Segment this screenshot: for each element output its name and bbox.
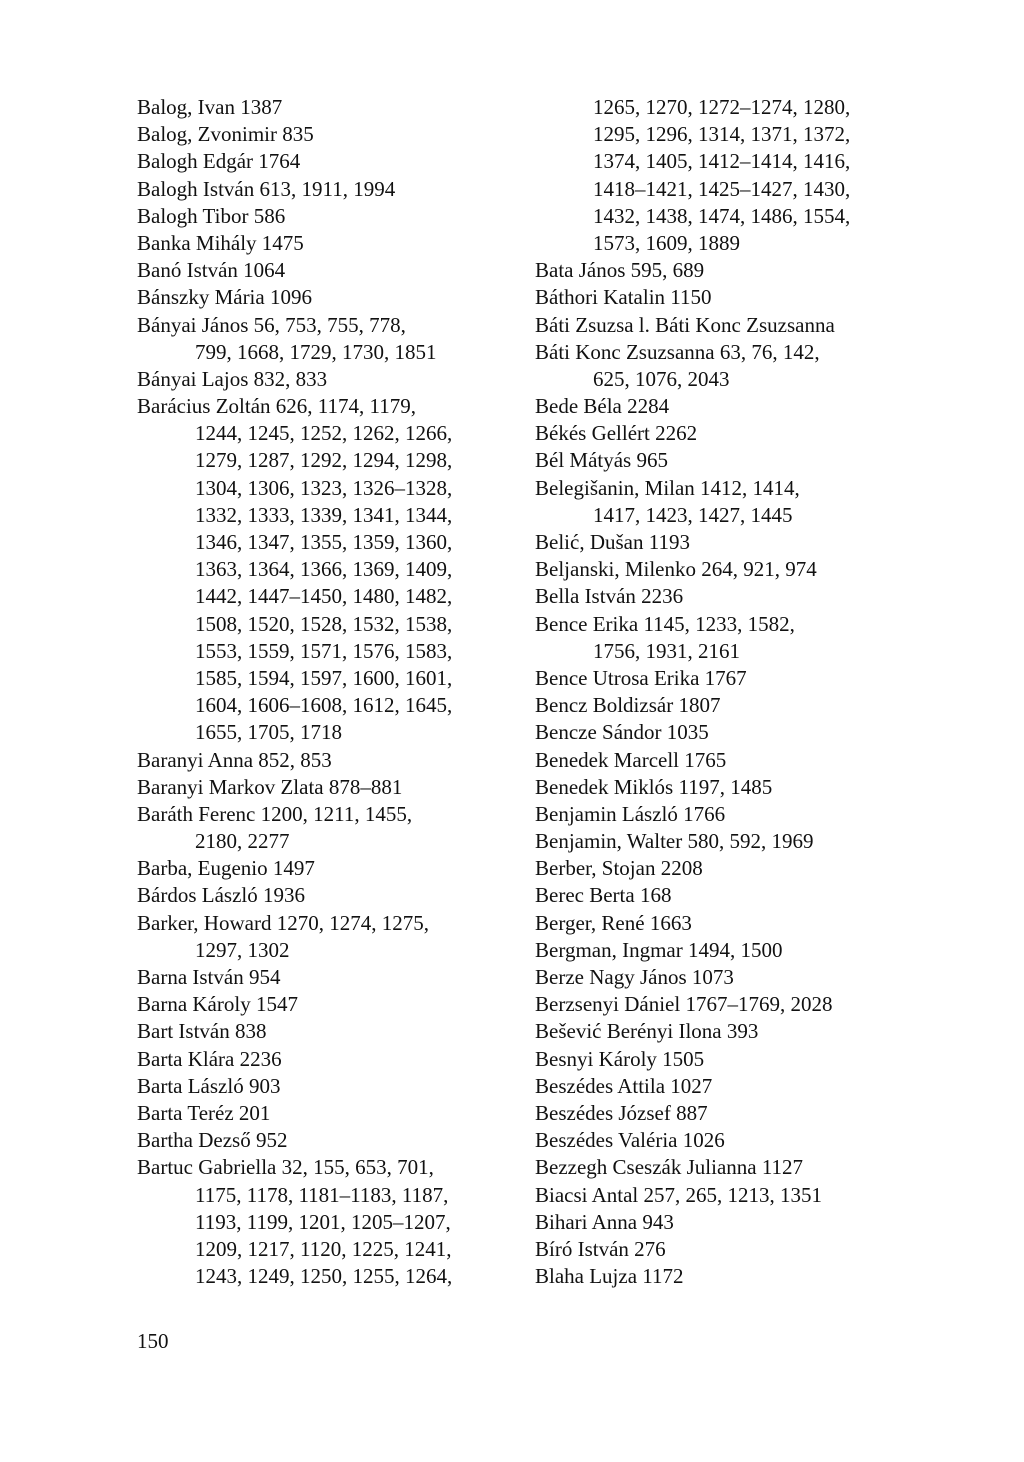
index-entry: Blaha Lujza 1172 — [535, 1264, 684, 1289]
index-entry: Barácius Zoltán 626, 1174, 1179, — [137, 394, 416, 419]
index-entry-continuation: 1417, 1423, 1427, 1445 — [593, 502, 793, 527]
index-entry: Bence Erika 1145, 1233, 1582, — [535, 611, 795, 636]
index-entry-continuation: 1655, 1705, 1718 — [195, 720, 342, 745]
index-entry: Barba, Eugenio 1497 — [137, 856, 315, 881]
index-entry: Bede Béla 2284 — [535, 394, 670, 419]
index-entry: Barker, Howard 1270, 1274, 1275, — [137, 910, 429, 935]
index-entry: Beljanski, Milenko 264, 921, 974 — [535, 557, 817, 582]
page-number: 150 — [137, 1329, 169, 1353]
index-entry: Berber, Stojan 2208 — [535, 856, 703, 881]
index-entry: Belić, Dušan 1193 — [535, 530, 690, 554]
index-entry-continuation: 799, 1668, 1729, 1730, 1851 — [195, 339, 437, 364]
index-entry-continuation: 625, 1076, 2043 — [593, 366, 730, 391]
index-entry: Baranyi Markov Zlata 878–881 — [137, 774, 403, 799]
index-entry: Barta Klára 2236 — [137, 1046, 282, 1071]
index-entry: Bárdos László 1936 — [137, 883, 305, 908]
index-entry: Barna István 954 — [137, 965, 281, 989]
index-column-right — [535, 94, 915, 1290]
index-entry-continuation: 1756, 1931, 2161 — [593, 638, 740, 663]
index-entry: Beszédes József 887 — [535, 1100, 708, 1125]
index-entry-continuation: 1573, 1609, 1889 — [593, 230, 740, 255]
index-entry-continuation: 1432, 1438, 1474, 1486, 1554, — [593, 203, 851, 228]
index-entry-continuation: 1304, 1306, 1323, 1326–1328, — [195, 475, 453, 500]
index-entry: Benjamin, Walter 580, 592, 1969 — [535, 829, 814, 854]
index-entry-continuation: 1363, 1364, 1366, 1369, 1409, — [195, 557, 453, 582]
index-entry: Báti Konc Zsuzsanna 63, 76, 142, — [535, 339, 820, 364]
index-entry: Berze Nagy János 1073 — [535, 965, 734, 989]
index-entry: Báti Zsuzsa l. Báti Konc Zsuzsanna — [535, 312, 835, 337]
index-entry: Bata János 595, 689 — [535, 258, 705, 283]
index-entry: Bél Mátyás 965 — [535, 448, 668, 473]
index-entry: Bezzegh Cseszák Julianna 1127 — [535, 1155, 804, 1180]
index-entry: Biacsi Antal 257, 265, 1213, 1351 — [535, 1182, 822, 1207]
index-entry: Belegišanin, Milan 1412, 1414, — [535, 475, 800, 500]
index-entry-continuation: 1175, 1178, 1181–1183, 1187, — [195, 1182, 449, 1207]
index-entry: Bányai Lajos 832, 833 — [137, 366, 328, 391]
index-entry: Banka Mihály 1475 — [137, 230, 304, 255]
index-entry: Beszédes Attila 1027 — [535, 1073, 713, 1098]
index-entry: Bartha Dezső 952 — [137, 1128, 288, 1153]
index-entry: Báthori Katalin 1150 — [535, 285, 712, 310]
index-entry: Balog, Zvonimir 835 — [137, 122, 314, 147]
index-entry-continuation: 1508, 1520, 1528, 1532, 1538, — [195, 611, 453, 636]
index-entry: Bart István 838 — [137, 1019, 267, 1044]
index-entry: Bartuc Gabriella 32, 155, 653, 701, — [137, 1155, 434, 1180]
index-entry: Banó István 1064 — [137, 258, 286, 283]
index-entry: Bešević Berényi Ilona 393 — [535, 1019, 759, 1044]
index-entry-continuation: 1279, 1287, 1292, 1294, 1298, — [195, 448, 453, 473]
index-entry: Bihari Anna 943 — [535, 1209, 674, 1234]
index-entry: Berzsenyi Dániel 1767–1769, 2028 — [535, 992, 833, 1017]
index-entry-continuation: 1332, 1333, 1339, 1341, 1344, — [195, 502, 453, 527]
index-entry-continuation: 1295, 1296, 1314, 1371, 1372, — [593, 122, 851, 147]
index-entry-continuation: 1243, 1249, 1250, 1255, 1264, — [195, 1264, 453, 1289]
index-entry: Bergman, Ingmar 1494, 1500 — [535, 937, 783, 962]
index-entry: Besnyi Károly 1505 — [535, 1046, 705, 1071]
index-entry-continuation: 1297, 1302 — [195, 937, 290, 962]
index-entry-continuation: 1244, 1245, 1252, 1262, 1266, — [195, 421, 453, 446]
index-entry: Bíró István 276 — [535, 1236, 666, 1261]
index-entry: Baráth Ferenc 1200, 1211, 1455, — [137, 801, 413, 826]
index-entry: Berger, René 1663 — [535, 910, 692, 935]
index-entry: Benedek Marcell 1765 — [535, 747, 727, 772]
index-column-left — [137, 94, 517, 1290]
index-entry: Bánszky Mária 1096 — [137, 285, 312, 310]
index-entry: Balogh Tibor 586 — [137, 203, 286, 228]
index-entry: Balogh István 613, 1911, 1994 — [137, 176, 396, 201]
index-entry: Barna Károly 1547 — [137, 992, 298, 1017]
index-entry: Benjamin László 1766 — [535, 801, 726, 826]
index-entry-continuation: 1265, 1270, 1272–1274, 1280, — [593, 95, 851, 119]
index-entry: Balogh Edgár 1764 — [137, 149, 301, 174]
index-entry: Barta László 903 — [137, 1073, 281, 1098]
index-entry: Beszédes Valéria 1026 — [535, 1128, 725, 1153]
index-entry: Bella István 2236 — [535, 584, 684, 609]
index-entry-continuation: 1604, 1606–1608, 1612, 1645, — [195, 693, 453, 718]
index-entry-continuation: 1553, 1559, 1571, 1576, 1583, — [195, 638, 453, 663]
index-entry-continuation: 1209, 1217, 1120, 1225, 1241, — [195, 1236, 452, 1261]
index-entry: Bencz Boldizsár 1807 — [535, 693, 721, 718]
index-entry: Bencze Sándor 1035 — [535, 720, 709, 745]
index-entry: Balog, Ivan 1387 — [137, 95, 283, 119]
index-entry: Bence Utrosa Erika 1767 — [535, 665, 747, 690]
index-entry: Barta Teréz 201 — [137, 1100, 271, 1125]
index-entry-continuation: 1346, 1347, 1355, 1359, 1360, — [195, 530, 453, 554]
index-entry-continuation: 1418–1421, 1425–1427, 1430, — [593, 176, 851, 201]
index-entry: Berec Berta 168 — [535, 883, 672, 908]
index-entry-continuation: 1585, 1594, 1597, 1600, 1601, — [195, 665, 453, 690]
index-entry: Bányai János 56, 753, 755, 778, — [137, 312, 406, 337]
index-entry: Baranyi Anna 852, 853 — [137, 747, 332, 772]
index-entry-continuation: 1374, 1405, 1412–1414, 1416, — [593, 149, 851, 174]
index-entry-continuation: 1193, 1199, 1201, 1205–1207, — [195, 1209, 451, 1234]
index-entry-continuation: 1442, 1447–1450, 1480, 1482, — [195, 584, 453, 609]
index-entry: Benedek Miklós 1197, 1485 — [535, 774, 773, 799]
index-entry: Békés Gellért 2262 — [535, 421, 698, 446]
index-entry-continuation: 2180, 2277 — [195, 829, 290, 854]
